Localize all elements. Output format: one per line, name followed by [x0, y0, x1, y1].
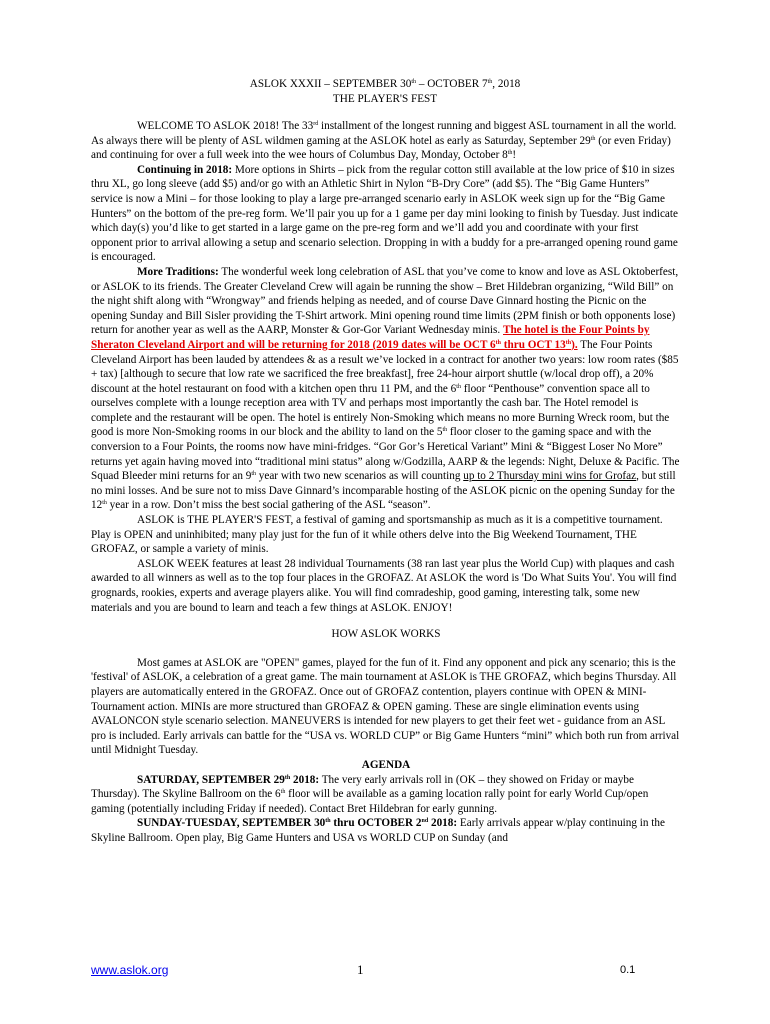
page-footer	[0, 963, 770, 983]
traditions-paragraph: More Traditions: The wonderful week long celebration of ASL that you’ve come to know and love as ASL Oktoberfest, or ASLOK to its friends. The Greater Cleveland Crew will again be running the show – Bret Hildebran organizing, “Wild Bill” on the night shift along with “Wrongway” and friends helping as needed, and of course Dave Ginnard hosting the Picnic on the opening Sunday and Bill Sisler providing the T-Shirt artwork. Mini opening round time limits (2PM finish or both opponents lose) return for another year as well as the AARP, Monster & Gor-Gor Variant Wednesday minis. The hotel is the Four Points by Sheraton Cleveland Airport and will be returning for 2018 (2019 dates will be OCT 6th thru OCT 13th). The Four Points Cleveland Airport has been lauded by attendees & as a result we’ve locked in a contract for another two years: low room rates ($85 + tax) [although to secure that low rate we sacrificed the free breakfast], free 24-hour airport shuttle (w/local drop off), a 20% discount at the hotel restaurant on food with a kitchen open thru 11 PM, and the 6th floor “Penthouse” convention space all to ourselves complete with a lounge reception area with TV and perhaps most importantly the cash bar. The Hotel remodel is complete and the restaurant will be open. The hotel is entirely Non-Smoking which means no more Burning Wreck room, but the good is more Non-Smoking rooms in our block and the ability to land on the 5th floor closer to the gaming space and with the conversion to a Four Points, the rooms now have mini-fridges. “Gor Gor’s Heretical Variant” Mini & “Biggest Loser No More” returns yet again having moved into “traditional mini status” along w/Godzilla, AARP & the legends: Night, Deluxe & Pacific. The Squad Bleeder mini returns for an 9th year with two new scenarios as will counting up to 2 Thursday mini wins for Grofaz, but still no mini losses. And be sure not to miss Dave Ginnard’s incomparable hosting of the ASLOK picnic on the opening Sunday for the 12th year in a row. Don’t miss the best social gathering of the ASL “season”.	[91, 265, 680, 512]
players-fest-paragraph: ASLOK is THE PLAYER'S FEST, a festival of gaming and sportsmanship as much as it is a competitive tournament. Play is OPEN and uninhibited; many play just for the fun of it while others delve into the Big Weekend Tournament, THE GROFAZ, or sample a variety of minis.	[91, 514, 663, 556]
sunday-tuesday-paragraph: SUNDAY-TUESDAY, SEPTEMBER 30th thru OCTOBER 2nd 2018: Early arrivals appear w/play continuing in the Skyline Ballroom. Open play, Big Game Hunters and USA vs WORLD CUP on Sunday (and	[91, 817, 665, 844]
grofaz-wins-note: up to 2 Thursday mini wins for Grofaz	[463, 470, 637, 483]
sunday-tuesday-label: SUNDAY-TUESDAY, SEPTEMBER 30th thru OCTOBER 2nd 2018:	[137, 817, 458, 830]
saturday-label: SATURDAY, SEPTEMBER 29th 2018:	[137, 773, 320, 786]
welcome-paragraph: WELCOME TO ASLOK 2018! The 33rd installment of the longest running and biggest ASL tournament in all the world. As always there will be plenty of ASL wildmen gaming at the ASLOK hotel as early as Saturday, September 29th (or even Friday) and continuing for over a full week into the wee hours of Columbus Day, Monday, October 8th!	[91, 120, 677, 162]
title-line-1: ASLOK XXXII – SEPTEMBER 30th – OCTOBER 7th, 2018	[249, 78, 521, 90]
aslok-week-paragraph: ASLOK WEEK features at least 28 individual Tournaments (38 ran last year plus the World Cup) with plaques and cash awarded to all winners as well as to the top four places in the GROFAZ. At ASLOK the word is 'Do What Suits You'. You will find grognards, rookies, experts and average players alike. You will find comradeship, good gaming, interesting talk, some new materials and you are bound to learn and teach a few things at ASLOK. ENJOY!	[91, 557, 677, 614]
traditions-label: More Traditions:	[137, 265, 219, 278]
continuing-label: Continuing in 2018:	[137, 163, 233, 176]
how-aslok-works-heading: HOW ASLOK WORKS	[331, 628, 441, 641]
how-aslok-works-paragraph: Most games at ASLOK are "OPEN" games, played for the fun of it. Find any opponent and pick any scenario; this is the 'festival' of ASLOK, a celebration of a great game. The main tournament at ASLOK is THE GROFAZ, which begins Thursday. All players are automatically entered in the GROFAZ. Once out of GROFAZ contention, players continue with OPEN & MINI-Tournament action. MINIs are more structured than GROFAZ & OPEN gaming. These are single elimination events using AVALONCON style scenario selection. MANEUVERS is intended for new players to get their feet wet - guidance from an ASL pro is included. Early arrivals can battle for the “USA vs. WORLD CUP” or Big Game Hunters “mini” which both run from arrival until Midnight Tuesday.	[91, 656, 680, 757]
document-body	[91, 119, 681, 846]
continuing-paragraph: Continuing in 2018: More options in Shirts – pick from the regular cotton still available at the low price of $10 in sizes thru XL, go long sleeve (add $5) and/or go with an Athletic Shirt in Nylon “B-Dry Core” (add $5). The “Big Game Hunters” service is now a Mini – for those looking to play a large pre-arranged scenario early in ASLOK week sign up for the “Big Game Hunters” on the bottom of the pre-reg form. We’ll pair you up for a 1 game per day mini looking to finish by Tuesday. Just indicate which day(s) you’d like to get started in a large game on the pre-reg form and we’ll add you and coordinate with your first opponent prior to arrival allowing a setup and scenario selection. Dropping in with a buddy for a pre-arranged opening round game is encouraged.	[91, 163, 678, 264]
saturday-paragraph: SATURDAY, SEPTEMBER 29th 2018: The very early arrivals roll in (OK – they showed on Friday or maybe Thursday). The Skyline Ballroom on the 6th floor will be available as a gaming location rally point for early World Cup/open gaming (potentially including Friday if needed). Contact Bret Hildebran for early gunning.	[91, 773, 649, 815]
hotel-notice: The hotel is the Four Points by Sheraton Cleveland Airport and will be returning for 2018 (2019 dates will be OCT 6th thru OCT 13th).	[91, 324, 650, 351]
page-number: 1	[357, 962, 364, 977]
agenda-heading: AGENDA	[361, 758, 411, 771]
title-line-2: THE PLAYER'S FEST	[332, 92, 438, 105]
website-link[interactable]: www.aslok.org	[91, 963, 169, 977]
document-title	[0, 77, 770, 106]
version-number: 0.1	[620, 964, 636, 976]
